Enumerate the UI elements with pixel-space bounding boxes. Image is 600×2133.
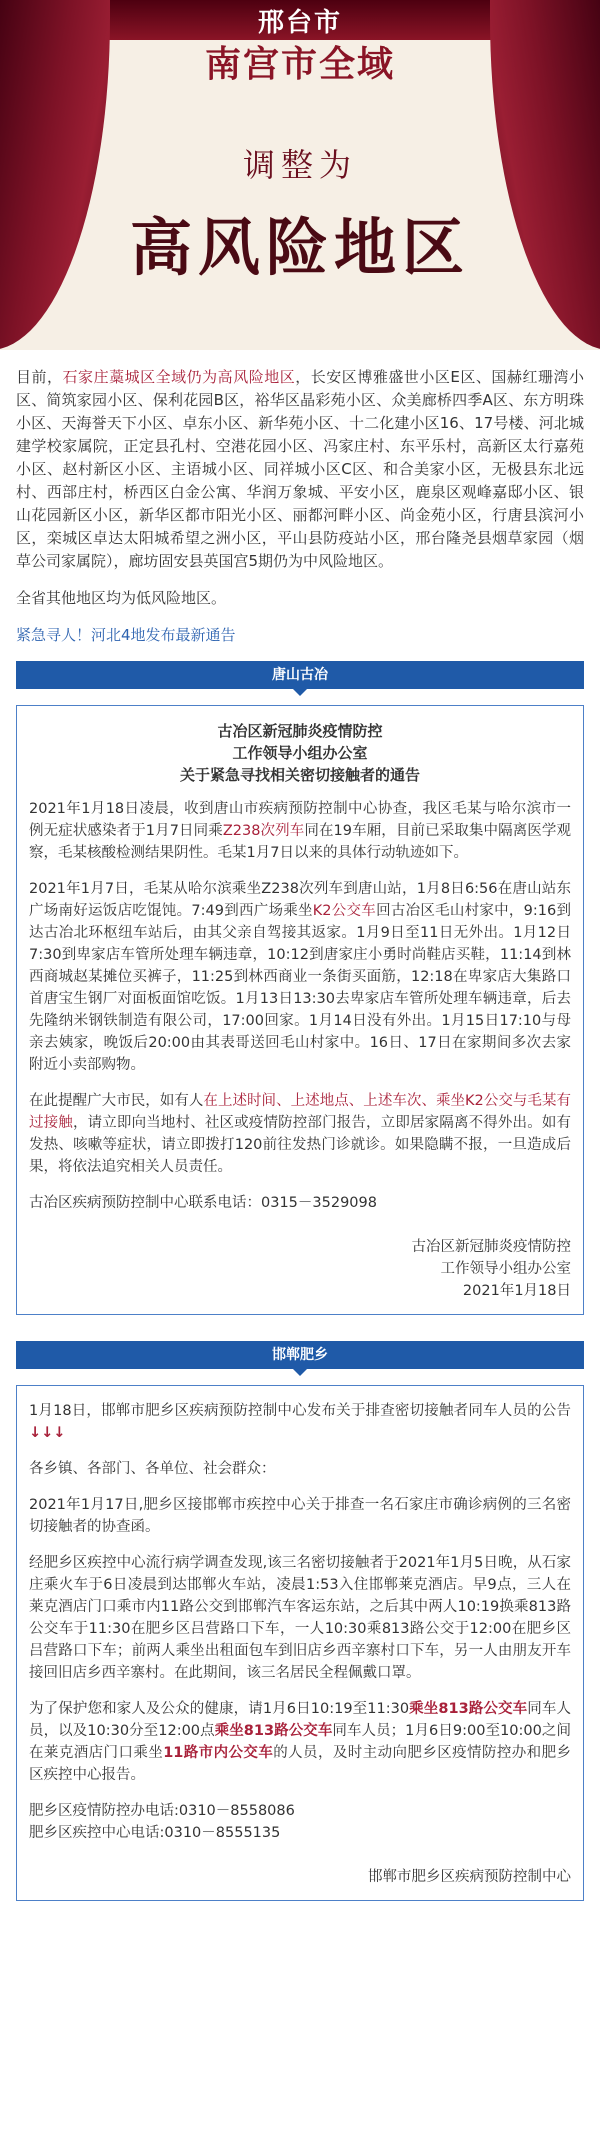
section-header-label: 邯郸肥乡 (272, 1347, 328, 1363)
notice-box-guye (16, 705, 584, 1315)
intro-paragraph (0, 366, 600, 573)
notice-date: 2021年1月18日 (462, 1283, 571, 1299)
notice-highlight-train: Z238次列车 (222, 823, 305, 839)
feixiang-paragraph-2: 2021年1月17日,肥乡区接邯郸市疾控中心关于排查一名石家庄市确诊病例的三名密切接触者的协查函。 (29, 1497, 571, 1535)
notice-signature-line2: 工作领导小组办公室 (440, 1261, 571, 1277)
feixiang-salutation: 各乡镇、各部门、各单位、社会群众： (29, 1461, 276, 1477)
notice-signature-line1: 古冶区新冠肺炎疫情防控 (411, 1239, 571, 1255)
notice-text: 为了保护您和家人及公众的健康，请1月6日10:19至11:30 (29, 1701, 410, 1717)
notice-text: 同车人员；1月6日9:00至10:00之间在莱克酒店门口乘坐 (29, 1723, 571, 1761)
banner-adjust: 调整为 (242, 146, 357, 184)
notice-highlight-contact: 在上述时间、上述地点、上述车次、乘坐K2公交与毛某有过接触 (29, 1093, 571, 1131)
intro-highlight: 石家庄藁城区全域仍为高风险地区 (62, 368, 296, 386)
banner-city: 邢台市 (257, 8, 342, 38)
notice-highlight-bus-813: 乘坐813路公交车 (214, 1723, 333, 1739)
section-header-notch (293, 1369, 307, 1376)
section-header-tangshan (16, 661, 584, 689)
feixiang-paragraph-4 (29, 1698, 571, 1786)
feixiang-signature: 邯郸市肥乡区疾病预防控制中心 (368, 1869, 571, 1885)
notice-paragraph-1 (29, 798, 571, 864)
notice-title-line2: 工作领导小组办公室 (232, 744, 368, 762)
notice-text: 在此提醒广大市民，如有人 (29, 1093, 204, 1109)
notice-text: 2021年1月7日，毛某从哈尔滨乘坐Z238次列车到唐山站，1月8日6:56在唐山站东广场南好运饭店吃馄饨。7:49到西广场乘坐 (29, 881, 571, 919)
banner-region: 南宫市全域 (204, 44, 395, 85)
notice-highlight-bus-813: 乘坐813路公交车 (409, 1701, 528, 1717)
down-arrows-icon: ↓↓↓ (29, 1425, 66, 1441)
notice-text: 1月18日，邯郸市肥乡区疾病预防控制中心发布关于排查密切接触者同车人员的公告 (29, 1403, 571, 1419)
notice-text: 的人员，及时主动向肥乡区疫情防控办和肥乡区疾控中心报告。 (29, 1745, 572, 1783)
notice-text: 2021年1月18日凌晨，收到唐山市疾病预防控制中心协查，我区毛某与哈尔滨市一例无症状感染者于1月7日同乘 (29, 801, 571, 839)
related-article-link[interactable]: 紧急寻人！河北4地发布最新通告 (16, 626, 236, 644)
intro-text-rest: ，长安区博雅盛世小区E区、国赫红珊湾小区、简筑家园小区、保利花园B区，裕华区晶彩苑小区、众美廊桥四季A区、东方明珠小区、天海誉天下小区、卓东小区、新华苑小区、十二化建小区16、17号楼、河北城建学校家属院，正定县孔村、空港花园小区、冯家庄村、东平乐村，高新区太行嘉苑小区、赵村新区小区、主语城小区、同祥城小区C区、和合美家小区，无极县东北远村、西部庄村，桥西区白金公寓、华润万象城、平安小区，鹿泉区观峰嘉邸小区、银山花园新区小区，新华区都市阳光小区、丽都河畔小区、尚金苑小区，行唐县滨河小区，栾城区卓达太阳城希望之洲小区，平山县防疫站小区，邢台隆尧县烟草家园（烟草公司家属院），廊坊固安县英国宫5期仍为中风险地区。 (16, 368, 584, 570)
notice-title-line3: 关于紧急寻找相关密切接触者的通告 (179, 766, 420, 784)
header-banner (0, 0, 600, 350)
notice-highlight-bus-11: 11路市内公交车 (163, 1745, 274, 1761)
notice-text: 同车人员，以及10:30分至12:00点 (29, 1701, 571, 1739)
feixiang-paragraph-3: 经肥乡区疾控中心流行病学调查发现,该三名密切接触者于2021年1月5日晚，从石家庄乘火车于6日凌晨到达邯郸火车站，凌晨1:53入住邯郸莱克酒店。早9点，三人在莱克酒店门口乘市内11路公交到邯郸汽车客运东站，之后其中两人10:19换乘813路公交车于11:30在肥乡区吕营路口下车，一人10:30乘813路公交于12:00在肥乡区吕营路口下车；前两人乘坐出租面包车到旧店乡西辛寨村口下车，另一人由朋友开车接回旧店乡西辛寨村。在此期间，该三名居民全程佩戴口罩。 (29, 1555, 571, 1681)
feixiang-paragraph-1 (29, 1400, 571, 1444)
notice-text: 回古冶区毛山村家中，9:16到达古冶北环枢纽车站后，由其父亲自驾接其返家。1月9日至11日无外出。1月12日7:30到卑家店车管所处理车辆违章，10:12到唐家庄小勇时尚鞋店买鞋，11:14到林西商城赵某摊位买裤子，11:25到林西商业一条街买面筋，12:18在卑家店大集路口首唐宝生钢厂对面板面馆吃饭。1月13日13:30去卑家店车管所处理车辆违章，后去先隆纳米钢铁制造有限公司，17:00回家。1月14日没有外出。1月15日17:10与母亲去姨家，晚饭后20:00由其表哥送回毛山村家中。16日、17日在家期间多次去家附近小卖部购物。 (29, 903, 572, 1073)
section-header-notch (293, 689, 307, 696)
banner-risk-level: 高风险地区 (129, 211, 470, 284)
notice-title-line1: 古冶区新冠肺炎疫情防控 (217, 722, 383, 740)
notice-paragraph-3 (29, 1090, 571, 1178)
notice-text: 同在19车厢，目前已采取集中隔离医学观察，毛某核酸检测结果阴性。毛某1月7日以来的具体行动轨迹如下。 (29, 823, 572, 861)
low-risk-note: 全省其他地区均为低风险地区。 (16, 589, 227, 607)
notice-box-feixiang (16, 1385, 584, 1901)
feixiang-phone-1: 肥乡区疫情防控办电话:0310－8558086 (29, 1803, 295, 1819)
notice-contact-phone: 古冶区疾病预防控制中心联系电话：0315－3529098 (29, 1195, 377, 1211)
notice-highlight-bus: K2公交车 (312, 903, 377, 919)
intro-text: 目前， (16, 368, 63, 386)
notice-text: ，请立即向当地村、社区或疫情防控部门报告，立即居家隔离不得外出。如有发热、咳嗽等症状，请立即拨打120前往发热门诊就诊。如果隐瞒不报，一旦造成后果，将依法追究相关人员责任。 (29, 1115, 572, 1175)
section-header-label: 唐山古冶 (272, 667, 328, 683)
section-header-handan (16, 1341, 584, 1369)
notice-paragraph-2 (29, 878, 571, 1076)
feixiang-phone-2: 肥乡区疾控中心电话:0310－8555135 (29, 1825, 281, 1841)
